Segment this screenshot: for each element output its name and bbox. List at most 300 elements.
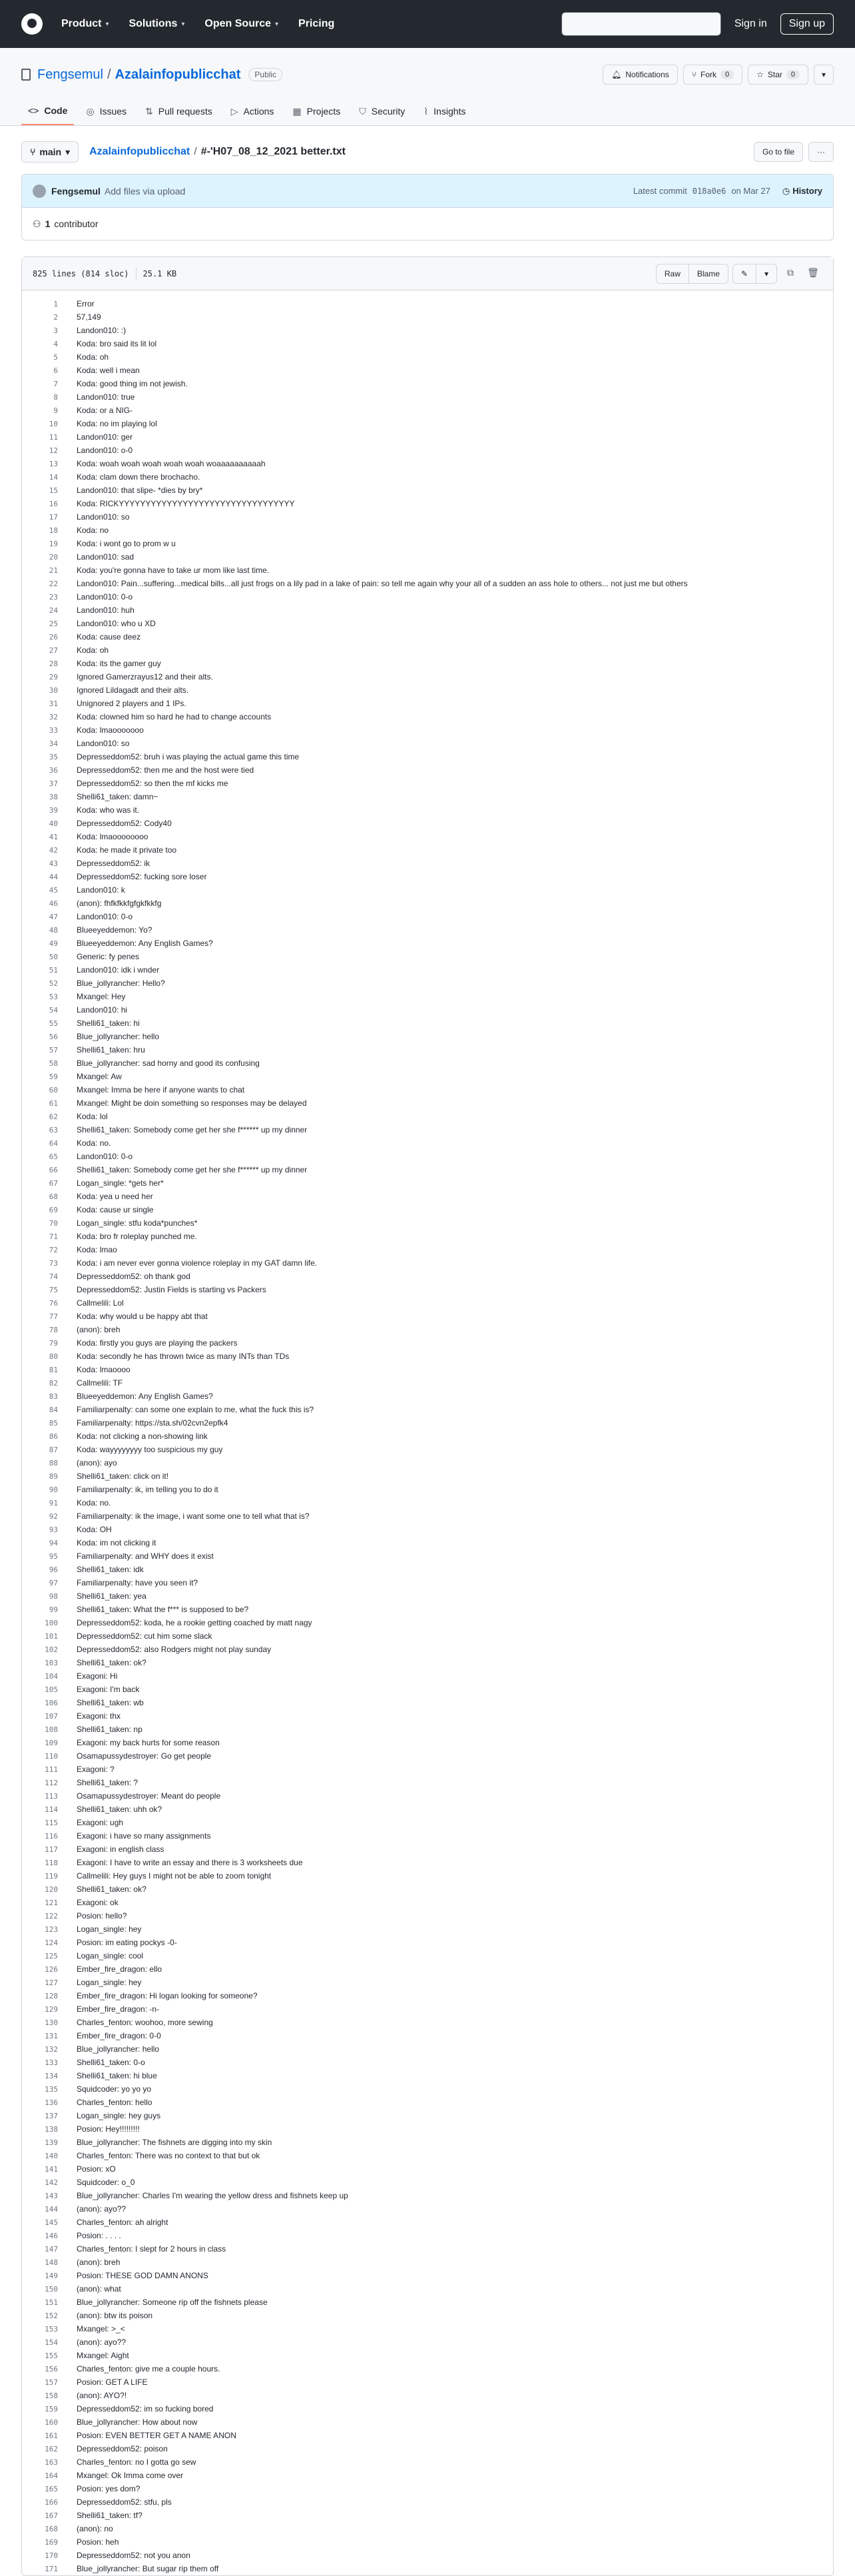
line-number[interactable]: 96	[49, 1565, 58, 1574]
line-number[interactable]: 132	[45, 2044, 58, 2054]
notifications-label: Notifications	[625, 70, 669, 79]
commit-message[interactable]: Add files via upload	[104, 185, 186, 197]
line-content: Shelli61_taken: idk	[77, 1565, 144, 1574]
line-number[interactable]: 168	[45, 2524, 58, 2533]
line-number[interactable]: 144	[45, 2204, 58, 2214]
line-number[interactable]: 62	[49, 1112, 58, 1121]
line-number[interactable]: 128	[45, 1991, 58, 2000]
branch-select-button[interactable]	[21, 141, 79, 163]
sign-in-link[interactable]: Sign in	[734, 18, 767, 29]
line-number[interactable]: 98	[49, 1591, 58, 1601]
line-number[interactable]: 2	[53, 312, 58, 322]
line-number[interactable]: 20	[49, 552, 58, 562]
line-content: Charles_fenton: no I gotta go sew	[77, 2457, 196, 2467]
line-number[interactable]: 23	[49, 592, 58, 602]
line-number[interactable]: 64	[49, 1138, 58, 1148]
line-number[interactable]: 51	[49, 965, 58, 975]
line-content: Callmelili: Hey guys I might not be able to zoom tonight	[77, 1871, 272, 1881]
sign-up-button[interactable]: Sign up	[780, 13, 834, 35]
code-line	[22, 1736, 833, 1749]
line-number[interactable]: 115	[45, 1818, 58, 1827]
line-number[interactable]: 79	[49, 1338, 58, 1348]
edit-dropdown-button[interactable]	[756, 264, 777, 284]
line-number[interactable]: 41	[49, 832, 58, 841]
github-logo-icon[interactable]	[21, 13, 43, 35]
code-line	[22, 1589, 833, 1603]
code-line	[22, 977, 833, 990]
line-number[interactable]: 32	[49, 712, 58, 721]
code-line	[22, 657, 833, 670]
line-number[interactable]: 162	[45, 2444, 58, 2453]
line-content: Landon010: sad	[77, 552, 135, 562]
line-number[interactable]: 11	[49, 432, 58, 442]
search-input[interactable]	[561, 12, 721, 36]
line-number[interactable]: 31	[49, 699, 58, 708]
line-number[interactable]: 8	[53, 392, 58, 402]
line-content: Koda: RICKYYYYYYYYYYYYYYYYYYYYYYYYYYYYYYYYY	[77, 499, 295, 508]
line-content: Blue_jollyrancher: Hello?	[77, 979, 165, 988]
line-number[interactable]: 106	[45, 1698, 58, 1707]
line-content: Depresseddom52: then me and the host were tied	[77, 765, 254, 775]
line-number[interactable]: 76	[49, 1298, 58, 1308]
line-number[interactable]: 142	[45, 2178, 58, 2187]
chevron-down-icon: ▾	[764, 268, 768, 278]
line-number[interactable]: 56	[49, 1032, 58, 1041]
tab-actions[interactable]	[224, 100, 281, 125]
tab-pull-requests[interactable]	[139, 100, 219, 125]
line-number[interactable]: 80	[49, 1352, 58, 1361]
line-number[interactable]: 67	[49, 1178, 58, 1188]
star-label: Star	[767, 70, 782, 79]
line-number[interactable]: 17	[49, 512, 58, 522]
line-number[interactable]: 81	[49, 1365, 58, 1374]
line-number[interactable]: 57	[49, 1045, 58, 1055]
go-to-file-button[interactable]: Go to file	[754, 142, 803, 162]
code-line	[22, 2149, 833, 2162]
commit-box	[21, 174, 834, 240]
line-number[interactable]: 99	[49, 1605, 58, 1614]
nav-pricing[interactable]	[298, 18, 334, 30]
code-line	[22, 2495, 833, 2509]
line-number[interactable]: 122	[45, 1911, 58, 1921]
line-content: Depresseddom52: fucking sore loser	[77, 872, 207, 881]
line-content: Blue_jollyrancher: sad horny and good its confusing	[77, 1059, 260, 1068]
line-number[interactable]: 3	[53, 326, 58, 335]
line-number[interactable]: 25	[49, 619, 58, 628]
line-number[interactable]: 6	[53, 366, 58, 375]
line-number[interactable]: 30	[49, 685, 58, 695]
line-number[interactable]: 139	[45, 2138, 58, 2147]
line-number[interactable]: 73	[49, 1258, 58, 1268]
line-number[interactable]: 131	[45, 2031, 58, 2040]
nav-solutions[interactable]	[129, 18, 184, 30]
edit-button[interactable]	[732, 264, 756, 284]
line-number[interactable]: 58	[49, 1059, 58, 1068]
line-content: Landon010: 0-o	[77, 1152, 133, 1161]
line-number[interactable]: 77	[49, 1312, 58, 1321]
line-content: (anon): breh	[77, 2258, 121, 2267]
line-number[interactable]: 50	[49, 952, 58, 961]
line-number[interactable]: 117	[45, 1845, 58, 1854]
line-content: Shelli61_taken: uhh ok?	[77, 1805, 162, 1814]
delete-button[interactable]	[804, 264, 822, 282]
line-number[interactable]: 129	[45, 2004, 58, 2014]
line-number[interactable]: 140	[45, 2151, 58, 2160]
notifications-button[interactable]	[603, 65, 678, 85]
line-number[interactable]: 52	[49, 979, 58, 988]
line-number[interactable]: 135	[45, 2084, 58, 2094]
line-number[interactable]: 121	[45, 1898, 58, 1907]
line-number[interactable]: 125	[45, 1951, 58, 1960]
line-number[interactable]: 165	[45, 2484, 58, 2493]
line-number[interactable]: 53	[49, 992, 58, 1001]
line-number[interactable]: 141	[45, 2164, 58, 2174]
line-number[interactable]: 157	[45, 2377, 58, 2387]
code-line	[22, 1962, 833, 1976]
line-number[interactable]: 158	[45, 2391, 58, 2400]
line-number[interactable]: 156	[45, 2364, 58, 2373]
line-number[interactable]: 14	[49, 472, 58, 482]
line-number[interactable]: 112	[45, 1778, 58, 1787]
line-number[interactable]: 1	[53, 299, 58, 308]
copy-button[interactable]	[781, 264, 800, 282]
code-line	[22, 337, 833, 350]
code-line	[22, 710, 833, 723]
line-content: Mxangel: Aight	[77, 2351, 129, 2360]
avatar[interactable]	[33, 185, 46, 198]
line-number[interactable]: 92	[49, 1511, 58, 1521]
nav-open-source-label: Open Source	[204, 18, 271, 29]
contributors-count[interactable]: 1	[45, 218, 51, 229]
code-line	[22, 1096, 833, 1110]
line-content: Familiarpenalty: ik, im telling you to do it	[77, 1485, 218, 1494]
line-number[interactable]: 39	[49, 805, 58, 815]
line-number[interactable]: 170	[45, 2551, 58, 2560]
line-number[interactable]: 164	[45, 2471, 58, 2480]
line-number[interactable]: 48	[49, 925, 58, 935]
line-number[interactable]: 5	[53, 352, 58, 362]
line-number[interactable]: 145	[45, 2218, 58, 2227]
line-content: Shelli61_taken: damn~	[77, 792, 158, 801]
blame-button[interactable]: Blame	[689, 264, 728, 284]
nav-open-source[interactable]	[204, 18, 278, 30]
line-number[interactable]: 171	[45, 2564, 58, 2573]
line-number[interactable]: 149	[45, 2271, 58, 2280]
line-number[interactable]: 13	[49, 459, 58, 468]
line-number[interactable]: 114	[45, 1805, 58, 1814]
line-number[interactable]: 9	[53, 406, 58, 415]
line-number[interactable]: 134	[45, 2071, 58, 2080]
breadcrumb-repo-link[interactable]: Azalainfopublicchat	[89, 146, 190, 157]
line-number[interactable]: 147	[45, 2244, 58, 2254]
star-dropdown-button[interactable]	[814, 65, 834, 85]
code-line	[22, 1057, 833, 1070]
line-number[interactable]: 100	[45, 1618, 58, 1627]
line-number[interactable]: 29	[49, 672, 58, 681]
line-content: Koda: clowned him so hard he had to change accounts	[77, 712, 272, 721]
repo-name-link[interactable]: Azalainfopublicchat	[115, 67, 241, 82]
code-line	[22, 1110, 833, 1123]
line-number[interactable]: 163	[45, 2457, 58, 2467]
code-line	[22, 2309, 833, 2322]
line-number[interactable]: 87	[49, 1445, 58, 1454]
line-content: Koda: cause ur single	[77, 1205, 154, 1214]
line-number[interactable]: 151	[45, 2298, 58, 2307]
code-line	[22, 2455, 833, 2469]
line-content: Mxangel: Might be doin something so responses may be delayed	[77, 1098, 307, 1108]
line-number[interactable]: 116	[45, 1831, 58, 1841]
line-number[interactable]: 153	[45, 2324, 58, 2334]
code-line	[22, 1470, 833, 1483]
line-number[interactable]: 159	[45, 2404, 58, 2413]
line-number[interactable]: 72	[49, 1245, 58, 1254]
line-content: Exagoni: I have to write an essay and there is 3 worksheets due	[77, 1858, 303, 1867]
nav-product[interactable]	[61, 18, 109, 30]
repo-actions	[603, 65, 834, 85]
global-nav	[61, 18, 334, 30]
line-number[interactable]: 97	[49, 1578, 58, 1587]
line-number[interactable]: 136	[45, 2098, 58, 2107]
fork-button[interactable]	[683, 65, 742, 85]
code-line	[22, 1843, 833, 1856]
line-content: (anon): ayo??	[77, 2204, 127, 2214]
line-number[interactable]: 37	[49, 779, 58, 788]
line-number[interactable]: 111	[45, 1765, 58, 1774]
line-number[interactable]: 65	[49, 1152, 58, 1161]
contributors-label[interactable]: contributor	[54, 218, 99, 229]
line-content: Depresseddom52: so then the mf kicks me	[77, 779, 228, 788]
line-number[interactable]: 47	[49, 912, 58, 921]
line-number[interactable]: 154	[45, 2338, 58, 2347]
line-number[interactable]: 146	[45, 2231, 58, 2240]
line-number[interactable]: 69	[49, 1205, 58, 1214]
code-line	[22, 1856, 833, 1869]
line-number[interactable]: 137	[45, 2111, 58, 2120]
global-header	[0, 0, 855, 48]
line-number[interactable]: 91	[49, 1498, 58, 1507]
line-number[interactable]: 24	[49, 606, 58, 615]
code-line	[22, 2109, 833, 2122]
code-line	[22, 2549, 833, 2562]
code-line	[22, 1936, 833, 1949]
line-content: Koda: why would u be happy abt that	[77, 1312, 208, 1321]
code-line	[22, 1230, 833, 1243]
line-number[interactable]: 27	[49, 645, 58, 655]
line-number[interactable]: 161	[45, 2431, 58, 2440]
code-line	[22, 2442, 833, 2455]
line-number[interactable]: 21	[49, 566, 58, 575]
line-content: Koda: lol	[77, 1112, 108, 1121]
line-content: Exagoni: Hi	[77, 1671, 118, 1681]
line-content: Depresseddom52: also Rodgers might not play sunday	[77, 1645, 272, 1654]
code-line	[22, 2322, 833, 2336]
line-number[interactable]: 10	[49, 419, 58, 428]
breadcrumb	[89, 146, 346, 158]
line-number[interactable]: 68	[49, 1192, 58, 1201]
line-number[interactable]: 86	[49, 1432, 58, 1441]
line-number[interactable]: 4	[53, 339, 58, 348]
line-number[interactable]: 35	[49, 752, 58, 761]
line-number[interactable]: 85	[49, 1418, 58, 1428]
line-number[interactable]: 61	[49, 1098, 58, 1108]
line-number[interactable]: 83	[49, 1392, 58, 1401]
line-number[interactable]: 84	[49, 1405, 58, 1414]
line-number[interactable]: 94	[49, 1538, 58, 1547]
code-line	[22, 1696, 833, 1709]
line-number[interactable]: 54	[49, 1005, 58, 1015]
line-number[interactable]: 95	[49, 1551, 58, 1561]
line-number[interactable]: 167	[45, 2511, 58, 2520]
line-number[interactable]: 82	[49, 1378, 58, 1388]
line-content: Koda: no	[77, 526, 109, 535]
line-number[interactable]: 166	[45, 2497, 58, 2507]
line-number[interactable]: 93	[49, 1525, 58, 1534]
line-number[interactable]: 46	[49, 899, 58, 908]
more-options-button[interactable]: ···	[808, 142, 834, 162]
line-number[interactable]: 88	[49, 1458, 58, 1468]
line-number[interactable]: 138	[45, 2124, 58, 2134]
line-number[interactable]: 113	[45, 1791, 58, 1801]
code-line	[22, 2189, 833, 2202]
line-content: Posion: xO	[77, 2164, 116, 2174]
line-number[interactable]: 33	[49, 725, 58, 735]
line-number[interactable]: 101	[45, 1631, 58, 1641]
tab-security[interactable]	[352, 100, 412, 125]
line-number[interactable]: 133	[45, 2058, 58, 2067]
line-content: Familiarpenalty: ik the image, i want some one to tell what that is?	[77, 1511, 310, 1521]
contributors-row	[22, 208, 833, 240]
line-content: Charles_fenton: woohoo, more sewing	[77, 2018, 213, 2027]
line-number[interactable]: 120	[45, 1885, 58, 1894]
line-number[interactable]: 109	[45, 1738, 58, 1747]
line-content: Blue_jollyrancher: hello	[77, 2044, 160, 2054]
line-number[interactable]: 45	[49, 885, 58, 895]
line-number[interactable]: 130	[45, 2018, 58, 2027]
code-line	[22, 830, 833, 843]
line-number[interactable]: 74	[49, 1272, 58, 1281]
line-number[interactable]: 7	[53, 379, 58, 388]
divider	[136, 268, 137, 280]
line-content: Landon010: hi	[77, 1005, 128, 1015]
line-number[interactable]: 104	[45, 1671, 58, 1681]
line-number[interactable]: 89	[49, 1472, 58, 1481]
line-number[interactable]: 42	[49, 845, 58, 855]
line-number[interactable]: 19	[49, 539, 58, 548]
star-button[interactable]	[748, 65, 808, 85]
line-number[interactable]: 124	[45, 1938, 58, 1947]
tab-projects[interactable]	[286, 100, 347, 125]
line-content: (anon): AYO?!	[77, 2391, 127, 2400]
code-line	[22, 364, 833, 377]
line-number[interactable]: 26	[49, 632, 58, 642]
tab-code[interactable]	[21, 100, 74, 125]
line-number[interactable]: 43	[49, 859, 58, 868]
line-number[interactable]: 126	[45, 1964, 58, 1974]
line-content: Koda: wayyyyyyyy too suspicious my guy	[77, 1445, 223, 1454]
branch-name: main	[39, 147, 62, 157]
line-content: (anon): ayo??	[77, 2338, 127, 2347]
line-number[interactable]: 34	[49, 739, 58, 748]
table-icon: ▦	[292, 105, 302, 117]
copy-icon: ⧉	[787, 267, 794, 278]
line-number[interactable]: 150	[45, 2284, 58, 2294]
line-number[interactable]: 148	[45, 2258, 58, 2267]
line-number[interactable]: 169	[45, 2537, 58, 2547]
repo-owner-link[interactable]: Fengsemul	[37, 67, 103, 82]
tab-insights[interactable]	[417, 100, 472, 125]
code-line	[22, 1456, 833, 1470]
line-number[interactable]: 40	[49, 819, 58, 828]
line-content: 57,149	[77, 312, 101, 322]
line-number[interactable]: 107	[45, 1711, 58, 1721]
code-line	[22, 790, 833, 803]
line-number[interactable]: 143	[45, 2191, 58, 2200]
line-number[interactable]: 60	[49, 1085, 58, 1094]
commit-sha-link[interactable]: 018a0e6	[692, 186, 726, 196]
history-link[interactable]	[782, 186, 822, 197]
line-number[interactable]: 12	[49, 446, 58, 455]
line-number[interactable]: 127	[45, 1978, 58, 1987]
line-number[interactable]: 110	[45, 1751, 58, 1761]
line-number[interactable]: 63	[49, 1125, 58, 1134]
line-number[interactable]: 22	[49, 579, 58, 588]
line-number[interactable]: 38	[49, 792, 58, 801]
code-line	[22, 310, 833, 324]
commit-author-link[interactable]: Fengsemul	[51, 185, 101, 197]
line-number[interactable]: 118	[45, 1858, 58, 1867]
code-line	[22, 1070, 833, 1083]
line-number[interactable]: 160	[45, 2417, 58, 2427]
line-number[interactable]: 155	[45, 2351, 58, 2360]
line-number[interactable]: 105	[45, 1685, 58, 1694]
line-number[interactable]: 59	[49, 1072, 58, 1081]
line-number[interactable]: 44	[49, 872, 58, 881]
line-number[interactable]: 90	[49, 1485, 58, 1494]
code-line	[22, 1949, 833, 1962]
code-line	[22, 723, 833, 737]
code-line	[22, 1723, 833, 1736]
line-number[interactable]: 75	[49, 1285, 58, 1294]
line-number[interactable]: 15	[49, 486, 58, 495]
line-number[interactable]: 71	[49, 1232, 58, 1241]
line-number[interactable]: 70	[49, 1218, 58, 1228]
line-number[interactable]: 49	[49, 939, 58, 948]
line-number[interactable]: 18	[49, 526, 58, 535]
line-number[interactable]: 102	[45, 1645, 58, 1654]
line-number[interactable]: 103	[45, 1658, 58, 1667]
code-line	[22, 1683, 833, 1696]
code-line	[22, 1390, 833, 1403]
line-number[interactable]: 66	[49, 1165, 58, 1174]
line-number[interactable]: 16	[49, 499, 58, 508]
line-number[interactable]: 152	[45, 2311, 58, 2320]
line-number[interactable]: 108	[45, 1725, 58, 1734]
tab-issues[interactable]	[79, 100, 133, 125]
line-number[interactable]: 78	[49, 1325, 58, 1334]
line-number[interactable]: 55	[49, 1019, 58, 1028]
repo-icon	[21, 69, 31, 81]
line-number[interactable]: 36	[49, 765, 58, 775]
code-line	[22, 1629, 833, 1643]
raw-button[interactable]: Raw	[656, 264, 689, 284]
line-number[interactable]: 28	[49, 659, 58, 668]
code-line	[22, 670, 833, 683]
code-line	[22, 1336, 833, 1350]
line-number[interactable]: 119	[45, 1871, 58, 1881]
line-content: Mxangel: >_<	[77, 2324, 125, 2334]
line-number[interactable]: 123	[45, 1925, 58, 1934]
star-count: 0	[786, 70, 800, 79]
